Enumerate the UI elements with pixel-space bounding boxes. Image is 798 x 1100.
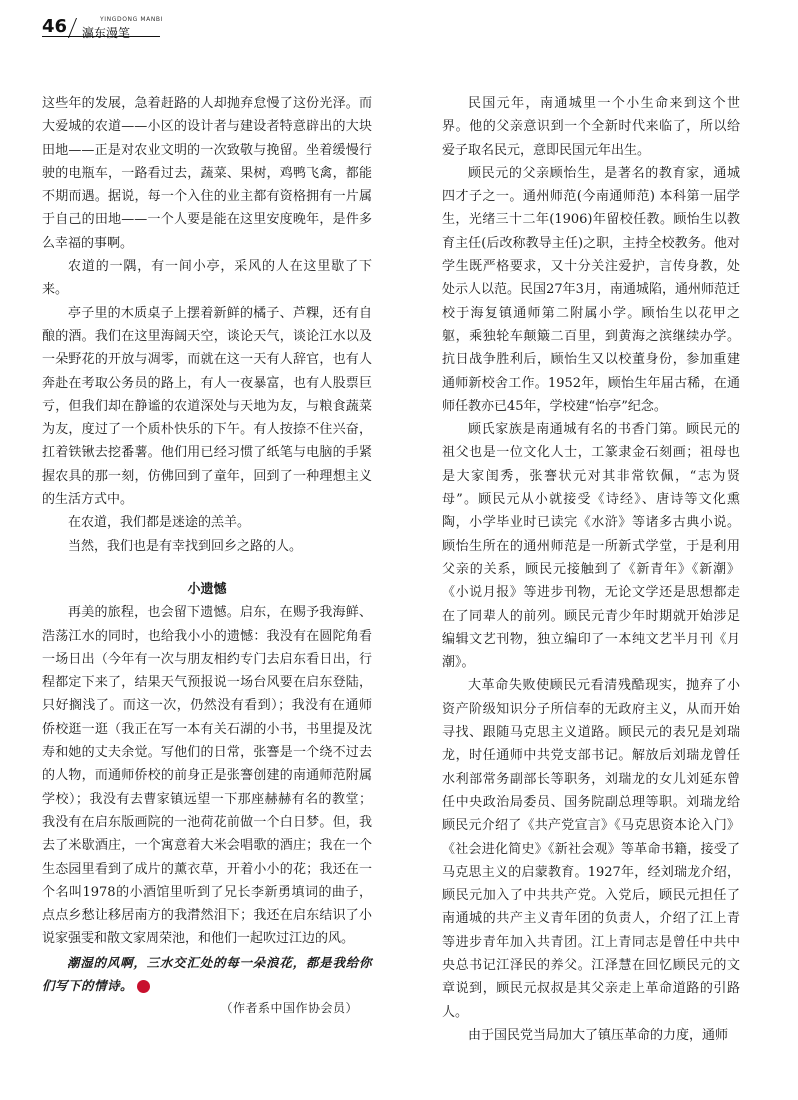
- closing-line: [42, 951, 372, 998]
- publication-title: 瀛东漫笔: [82, 26, 131, 40]
- paragraph: 顾氏家族是南通城有名的书香门第。顾民元的祖父也是一位文化人士，工篆隶金石刻画；祖母也是大家闺秀，张謇状元对其非常钦佩，“志为贤母”。顾民元从小就接受《诗经》、唐诗等文化熏陶，小学毕业时已读完《水浒》等诸多古典小说。顾怡生所在的通州师范是一所新式学堂，于是利用父亲的关系，顾民元接触到了《新青年》《新潮》《小说月报》等进步刊物，无论文学还是思想都走在了同辈人的前列。顾民元青少年时期就开始涉足编辑文艺刊物，独立编印了一本纯文艺半月刊《月潮》。: [442, 422, 740, 671]
- left-column: [42, 92, 372, 1019]
- paragraph: 由于国民党当局加大了镇压革命的力度，通师: [468, 1027, 729, 1043]
- page-header: [42, 16, 262, 44]
- right-column: [442, 92, 740, 1047]
- paragraph: 再美的旅程，也会留下遗憾。启东，在赐予我海鲜、浩荡江水的同时，也给我小小的遗憾：我没有在圆陀角看一场日出（今年有一次与朋友相约专门去启东看日出，行程都定下来了，结果天气预报说一场台风要在启东登陆，只好搁浅了。而这一次，仍然没有看到）；我没有在通师侨校逛一逛（我正在写一本有关石湖的小书，书里提及沈寿和她的丈夫余觉。写他们的日常，张謇是一个绕不过去的人物，而通师侨校的前身正是张謇创建的南通师范附属学校）；我没有去曹家镇远望一下那座赫赫有名的教堂；我没有在启东版画院的一池荷花前做一个白日梦。但，我去了米歇酒庄，一个寓意着大米会唱歌的酒庄；我在一个生态园里看到了成片的薰衣草，开着小小的花；我还在一个名叫1978的小酒馆里听到了兄长李新勇填词的曲子，点点乡愁让移居南方的我潸然泪下；我还在启东结识了小说家强雯和散文家周荣池，和他们一起吹过江边的风。: [42, 605, 372, 947]
- publication-latin-title: YINGDONG MANBI: [100, 16, 164, 23]
- header-rule: [42, 36, 160, 37]
- paragraph: 大革命失败使顾民元看清残酷现实，抛弃了小资产阶级知识分子所信奉的无政府主义，从而开始寻找、跟随马克思主义道路。顾民元的表兄是刘瑞龙，时任通师中共党支部书记。解放后刘瑞龙曾任水利部常务副部长等职务，刘瑞龙的女儿刘延东曾任中央政治局委员、国务院副总理等职。刘瑞龙给顾民元介绍了《共产党宣言》《马克思资本论入门》《社会进化简史》《新社会观》等革命书籍，接受了马克思主义的启蒙教育。1927年，经刘瑞龙介绍，顾民元加入了中共共产党。入党后，顾民元担任了南通城的共产主义青年团的负责人，介绍了江上青等进步青年加入共青团。江上青同志是曾任中共中央总书记江泽民的养父。江泽慧在回忆顾民元的文章说到，顾民元叔叔是其父亲走上革命道路的引路人。: [442, 678, 740, 1020]
- author-note: （作者系中国作协会员）: [220, 1001, 358, 1016]
- cat-seal-icon: ✿: [137, 980, 150, 993]
- section-title: 小遗憾: [187, 581, 227, 597]
- closing-text: 潮湿的风啊，三水交汇处的每一朵浪花，都是我给你们写下的情诗。: [42, 954, 372, 993]
- page-number: 46: [42, 16, 68, 37]
- paragraph: 农道的一隅，有一间小亭，采风的人在这里歇了下来。: [42, 259, 372, 298]
- paragraph: 民国元年，南通城里一个小生命来到这个世界。他的父亲意识到一个全新时代来临了，所以给爱子取名民元，意即民国元年出生。: [442, 96, 740, 158]
- paragraph: 这些年的发展，急着赶路的人却抛弃怠慢了这份光泽。而大爱城的农道——小区的设计者与建设者特意辟出的大块田地——正是对农业文明的一次致敬与挽留。坐着缓慢行驶的电瓶车，一路看过去，蔬菜、果树，鸡鸭飞禽，都能不期而遇。据说，每一个入住的业主都有资格拥有一片属于自己的田地——一个人要是能在这里安度晚年，是件多么幸福的事啊。: [42, 96, 372, 251]
- paragraph: 当然，我们也是有幸找到回乡之路的人。: [68, 538, 303, 554]
- paragraph: 亭子里的木质桌子上摆着新鲜的橘子、芦粿，还有自酿的酒。我们在这里海阔天空，谈论天气，谈论江水以及一朵野花的开放与凋零，而就在这一天有人辞官，也有人奔赴在考取公务员的路上，有人一夜暴富，也有人股票巨亏，但我们却在静谧的农道深处与天地为友，与粮食蔬菜为友，度过了一个质朴快乐的下午。有人按捺不住兴奋，扛着铁锹去挖番薯。他们用已经习惯了纸笔与电脑的手紧握农具的那一刻，仿佛回到了童年，回到了一种理想主义的生活方式中。: [42, 305, 372, 508]
- paragraph: 在农道，我们都是迷途的羔羊。: [68, 515, 251, 531]
- paragraph: 顾民元的父亲顾怡生，是著名的教育家，通城四才子之一。通州师范(今南通师范) 本科第一届学生，光绪三十二年(1906)年留校任教。顾怡生以教育主任(后改称教导主任)之职，主持全校教务。他对学生既严格要求，又十分关注爱护，言传身教，处处示人以范。民国27年3月，南通城陷，通州师范迁校于海复镇通师第二附属小学。顾怡生以花甲之躯，乘独轮车颠簸二百里，到黄海之滨继续办学。抗日战争胜利后，顾怡生又以校董身份，参加重建通师新校舍工作。1952年，顾怡生年届古稀，在通师任教亦已45年，学校建“怡亭”纪念。: [442, 165, 740, 414]
